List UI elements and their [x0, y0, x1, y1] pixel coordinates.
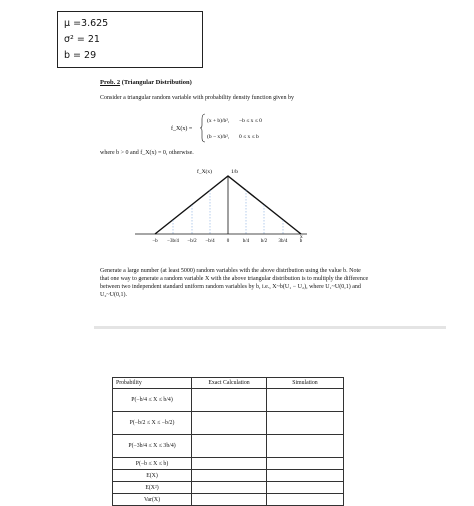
- header-simulation: Simulation: [267, 378, 344, 389]
- table-row: [113, 482, 344, 494]
- instructions-paragraph: Generate a large number (at least 5000) random variables with the above distribution using the value b. Note that one way to generate a random variable X with the above triangular distribution is to multiply the difference between two independent standard uniform random variables by b, i.e., X~b(U₁ − U₂), where U₁~U(0,1) and U₂~U(0,1).: [100, 268, 369, 298]
- problem-intro: Consider a triangular random variable with probability density function given by: [100, 95, 294, 101]
- exact-cell[interactable]: [192, 435, 267, 458]
- table-row: [113, 389, 344, 412]
- table-row: [113, 435, 344, 458]
- triangle-pdf-plot: [135, 162, 315, 262]
- table-row: [113, 412, 344, 435]
- results-table: [112, 377, 344, 506]
- peak-label: 1/b: [231, 169, 239, 175]
- tick-label: −b/4: [205, 239, 215, 244]
- tick-label: b: [299, 239, 303, 244]
- header-exact: Exact Calculation: [192, 378, 267, 389]
- b-value: b = 29: [64, 50, 97, 61]
- y-axis-label: f_X(x): [197, 169, 212, 175]
- simulation-cell[interactable]: [267, 482, 344, 494]
- mu-value: μ =3.625: [64, 18, 109, 29]
- simulation-cell[interactable]: [267, 435, 344, 458]
- exact-cell[interactable]: [192, 458, 267, 470]
- table-row: [113, 458, 344, 470]
- simulation-cell[interactable]: [267, 458, 344, 470]
- simulation-cell[interactable]: [267, 470, 344, 482]
- tick-label: −b/2: [187, 239, 197, 244]
- simulation-cell[interactable]: [267, 494, 344, 506]
- header-probability: Probability: [113, 378, 192, 389]
- pdf-lhs: f_X(x) =: [171, 126, 193, 132]
- simulation-cell[interactable]: [267, 389, 344, 412]
- tick-labels: [152, 239, 302, 244]
- case2-condition: 0 ≤ x ≤ b: [239, 134, 259, 140]
- table-row: [113, 494, 344, 506]
- x-axis-label: x: [300, 234, 303, 240]
- problem-number: Prob. 2: [100, 79, 121, 86]
- pdf-definition: [171, 111, 281, 147]
- tick-label: −3b/4: [167, 239, 179, 244]
- case1-condition: −b ≤ x ≤ 0: [239, 118, 262, 124]
- table-header-row: [113, 378, 344, 389]
- table-row: [113, 470, 344, 482]
- tick-label: 3b/4: [278, 239, 288, 244]
- row-label: P(−b ≤ X ≤ b): [113, 458, 192, 470]
- row-label: E(X): [113, 470, 192, 482]
- row-label: P(−3b/4 ≤ X ≤ 3b/4): [113, 435, 192, 458]
- problem-title: [100, 79, 192, 86]
- tick-label: −b: [152, 239, 158, 244]
- problem-title-text: (Triangular Distribution): [120, 79, 192, 86]
- brace-icon: [200, 114, 205, 142]
- case1-expression: (x + b)/b²,: [207, 118, 230, 124]
- exact-cell[interactable]: [192, 412, 267, 435]
- tick-label: b/4: [242, 239, 250, 244]
- row-label: P(−b/4 ≤ X ≤ b/4): [113, 389, 192, 412]
- simulation-cell[interactable]: [267, 412, 344, 435]
- exact-cell[interactable]: [192, 470, 267, 482]
- exact-cell[interactable]: [192, 494, 267, 506]
- row-label: P(−b/2 ≤ X ≤ −b/2): [113, 412, 192, 435]
- sigma-value: σ² = 21: [64, 34, 100, 45]
- exact-cell[interactable]: [192, 389, 267, 412]
- parameter-box: [57, 11, 203, 68]
- exact-cell[interactable]: [192, 482, 267, 494]
- case2-expression: (b − x)/b²,: [207, 134, 230, 140]
- section-divider: [94, 326, 446, 329]
- row-label: E(X²): [113, 482, 192, 494]
- triangle-graph: [135, 162, 315, 267]
- pdf-formula: [171, 111, 281, 145]
- row-label: Var(X): [113, 494, 192, 506]
- support-note: where b > 0 and f_X(x) = 0, otherwise.: [100, 150, 194, 156]
- tick-label: 0: [226, 239, 230, 244]
- tick-label: b/2: [260, 239, 268, 244]
